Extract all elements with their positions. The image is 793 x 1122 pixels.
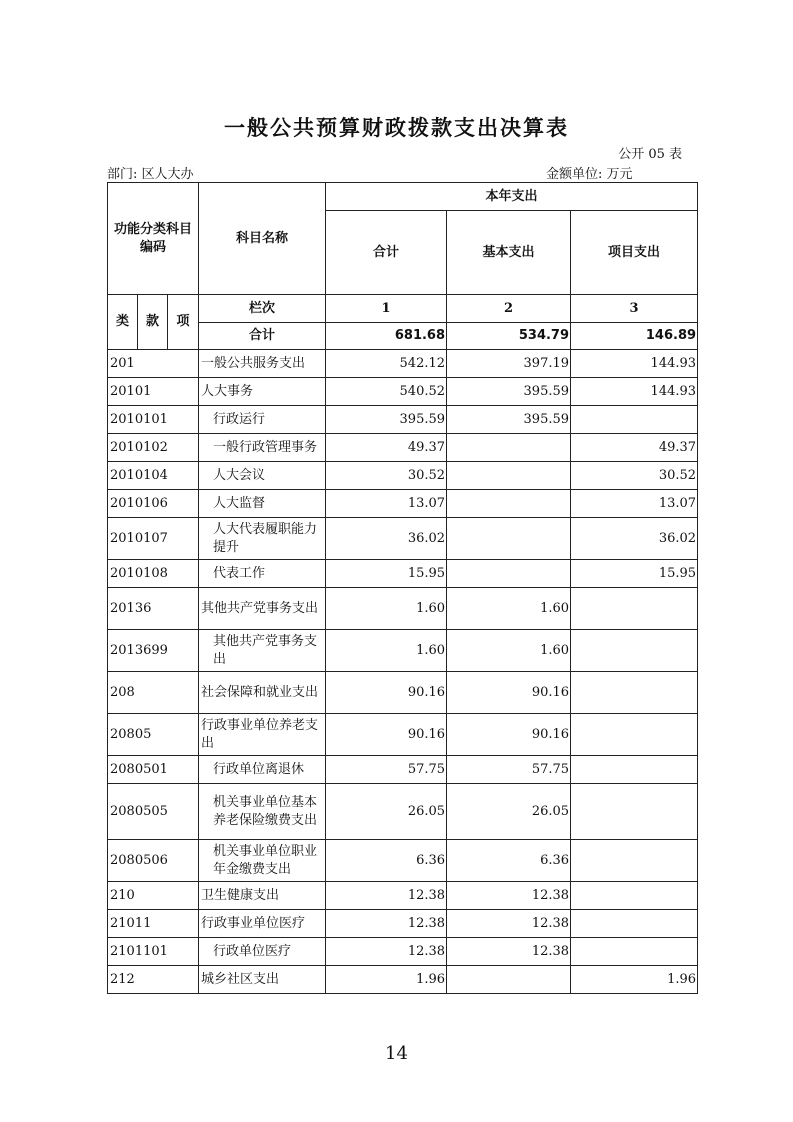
- row-basic: 1.60: [447, 588, 571, 630]
- row-code: 2080501: [108, 756, 199, 784]
- table-row: [108, 560, 698, 588]
- table-row: [108, 672, 698, 714]
- row-total: 1.96: [326, 966, 447, 994]
- row-subject-name: 其他共产党事务支出: [199, 588, 326, 630]
- row-code: 2013699: [108, 630, 199, 672]
- row-total: 12.38: [326, 910, 447, 938]
- row-project: 15.95: [571, 560, 698, 588]
- table-row: [108, 840, 698, 882]
- row-subject-name: 行政事业单位养老支出: [199, 714, 326, 756]
- row-project: 1.96: [571, 966, 698, 994]
- page-number: 14: [385, 1043, 408, 1064]
- header-kuan: 款: [138, 295, 168, 350]
- expenditure-table: [107, 182, 698, 994]
- row-basic: 12.38: [447, 938, 571, 966]
- table-row: [108, 938, 698, 966]
- row-project: [571, 588, 698, 630]
- row-subject-name: 代表工作: [199, 560, 326, 588]
- row-basic: 90.16: [447, 714, 571, 756]
- row-project: [571, 784, 698, 840]
- row-subject-name: 其他共产党事务支出: [199, 630, 326, 672]
- header-xiang: 项: [168, 295, 199, 350]
- row-subject-name: 机关事业单位基本养老保险缴费支出: [199, 784, 326, 840]
- header-lei: 类: [108, 295, 138, 350]
- row-code: 21011: [108, 910, 199, 938]
- row-project: [571, 714, 698, 756]
- row-code: 2010108: [108, 560, 199, 588]
- row-subject-name: 卫生健康支出: [199, 882, 326, 910]
- row-basic: [447, 490, 571, 518]
- row-basic: 397.19: [447, 350, 571, 378]
- row-project: 49.37: [571, 434, 698, 462]
- row-project: [571, 406, 698, 434]
- row-total: 90.16: [326, 672, 447, 714]
- row-subject-name: 一般公共服务支出: [199, 350, 326, 378]
- row-basic: [447, 462, 571, 490]
- row-subject-name: 人大会议: [199, 462, 326, 490]
- row-code: 201: [108, 350, 199, 378]
- header-total: 合计: [326, 211, 447, 295]
- row-basic: 26.05: [447, 784, 571, 840]
- row-project: 144.93: [571, 350, 698, 378]
- row-code: 20805: [108, 714, 199, 756]
- row-project: 13.07: [571, 490, 698, 518]
- row-total: 30.52: [326, 462, 447, 490]
- row-code: 2080505: [108, 784, 199, 840]
- row-subject-name: 行政运行: [199, 406, 326, 434]
- row-project: [571, 756, 698, 784]
- row-total: 540.52: [326, 378, 447, 406]
- row-subject-name: 城乡社区支出: [199, 966, 326, 994]
- row-total: 90.16: [326, 714, 447, 756]
- header-project: 项目支出: [571, 211, 698, 295]
- row-total: 542.12: [326, 350, 447, 378]
- row-basic: 12.38: [447, 882, 571, 910]
- page-title: 一般公共预算财政拨款支出决算表: [224, 116, 569, 140]
- table-row: [108, 882, 698, 910]
- table-row: [108, 910, 698, 938]
- header-func-class: 功能分类科目编码: [108, 183, 199, 295]
- row-code: 210: [108, 882, 199, 910]
- row-project: 36.02: [571, 518, 698, 560]
- column-number-1: 1: [326, 295, 447, 323]
- row-project: 30.52: [571, 462, 698, 490]
- row-basic: 12.38: [447, 910, 571, 938]
- row-basic: [447, 560, 571, 588]
- header-subject-name: 科目名称: [199, 183, 326, 295]
- header-basic: 基本支出: [447, 211, 571, 295]
- row-total: 26.05: [326, 784, 447, 840]
- row-total: 36.02: [326, 518, 447, 560]
- total-row-basic: 534.79: [447, 323, 571, 350]
- table-row: [108, 462, 698, 490]
- row-code: 20101: [108, 378, 199, 406]
- row-code: 2010107: [108, 518, 199, 560]
- total-row-total: 681.68: [326, 323, 447, 350]
- header-column-no: 栏次: [199, 295, 326, 323]
- column-number-2: 2: [447, 295, 571, 323]
- row-basic: 57.75: [447, 756, 571, 784]
- table-row: [108, 350, 698, 378]
- row-code: 2010101: [108, 406, 199, 434]
- row-total: 12.38: [326, 882, 447, 910]
- total-row-label: 合计: [199, 323, 326, 350]
- table-row: [108, 784, 698, 840]
- row-project: 144.93: [571, 378, 698, 406]
- row-basic: 6.36: [447, 840, 571, 882]
- row-code: 20136: [108, 588, 199, 630]
- row-basic: [447, 966, 571, 994]
- row-basic: 395.59: [447, 378, 571, 406]
- row-subject-name: 行政单位医疗: [199, 938, 326, 966]
- row-code: 2080506: [108, 840, 199, 882]
- row-project: [571, 630, 698, 672]
- row-total: 15.95: [326, 560, 447, 588]
- row-basic: 395.59: [447, 406, 571, 434]
- department-label: 部门: 区人大办: [107, 167, 194, 182]
- row-total: 12.38: [326, 938, 447, 966]
- row-code: 2010102: [108, 434, 199, 462]
- row-basic: 90.16: [447, 672, 571, 714]
- row-project: [571, 910, 698, 938]
- row-subject-name: 人大代表履职能力提升: [199, 518, 326, 560]
- table-row: [108, 714, 698, 756]
- row-basic: [447, 518, 571, 560]
- row-project: [571, 840, 698, 882]
- form-number: 公开 05 表: [618, 147, 682, 162]
- table-row: [108, 378, 698, 406]
- row-code: 212: [108, 966, 199, 994]
- row-total: 6.36: [326, 840, 447, 882]
- row-subject-name: 人大事务: [199, 378, 326, 406]
- row-total: 57.75: [326, 756, 447, 784]
- row-total: 395.59: [326, 406, 447, 434]
- column-number-3: 3: [571, 295, 698, 323]
- table-row: [108, 588, 698, 630]
- amount-unit-label: 金额单位: 万元: [546, 167, 633, 182]
- row-subject-name: 人大监督: [199, 490, 326, 518]
- total-row-project: 146.89: [571, 323, 698, 350]
- row-basic: 1.60: [447, 630, 571, 672]
- row-subject-name: 行政单位离退休: [199, 756, 326, 784]
- row-project: [571, 672, 698, 714]
- row-code: 2010104: [108, 462, 199, 490]
- row-subject-name: 机关事业单位职业年金缴费支出: [199, 840, 326, 882]
- row-total: 13.07: [326, 490, 447, 518]
- row-total: 1.60: [326, 588, 447, 630]
- table-row: [108, 490, 698, 518]
- row-subject-name: 社会保障和就业支出: [199, 672, 326, 714]
- row-code: 2101101: [108, 938, 199, 966]
- table-row: [108, 966, 698, 994]
- table-row: [108, 630, 698, 672]
- row-basic: [447, 434, 571, 462]
- row-subject-name: 一般行政管理事务: [199, 434, 326, 462]
- row-subject-name: 行政事业单位医疗: [199, 910, 326, 938]
- row-total: 1.60: [326, 630, 447, 672]
- row-total: 49.37: [326, 434, 447, 462]
- row-project: [571, 938, 698, 966]
- table-row: [108, 406, 698, 434]
- table-row: [108, 434, 698, 462]
- table-row: [108, 756, 698, 784]
- row-code: 208: [108, 672, 199, 714]
- table-row: [108, 518, 698, 560]
- row-project: [571, 882, 698, 910]
- row-code: 2010106: [108, 490, 199, 518]
- header-year-expense: 本年支出: [326, 183, 698, 211]
